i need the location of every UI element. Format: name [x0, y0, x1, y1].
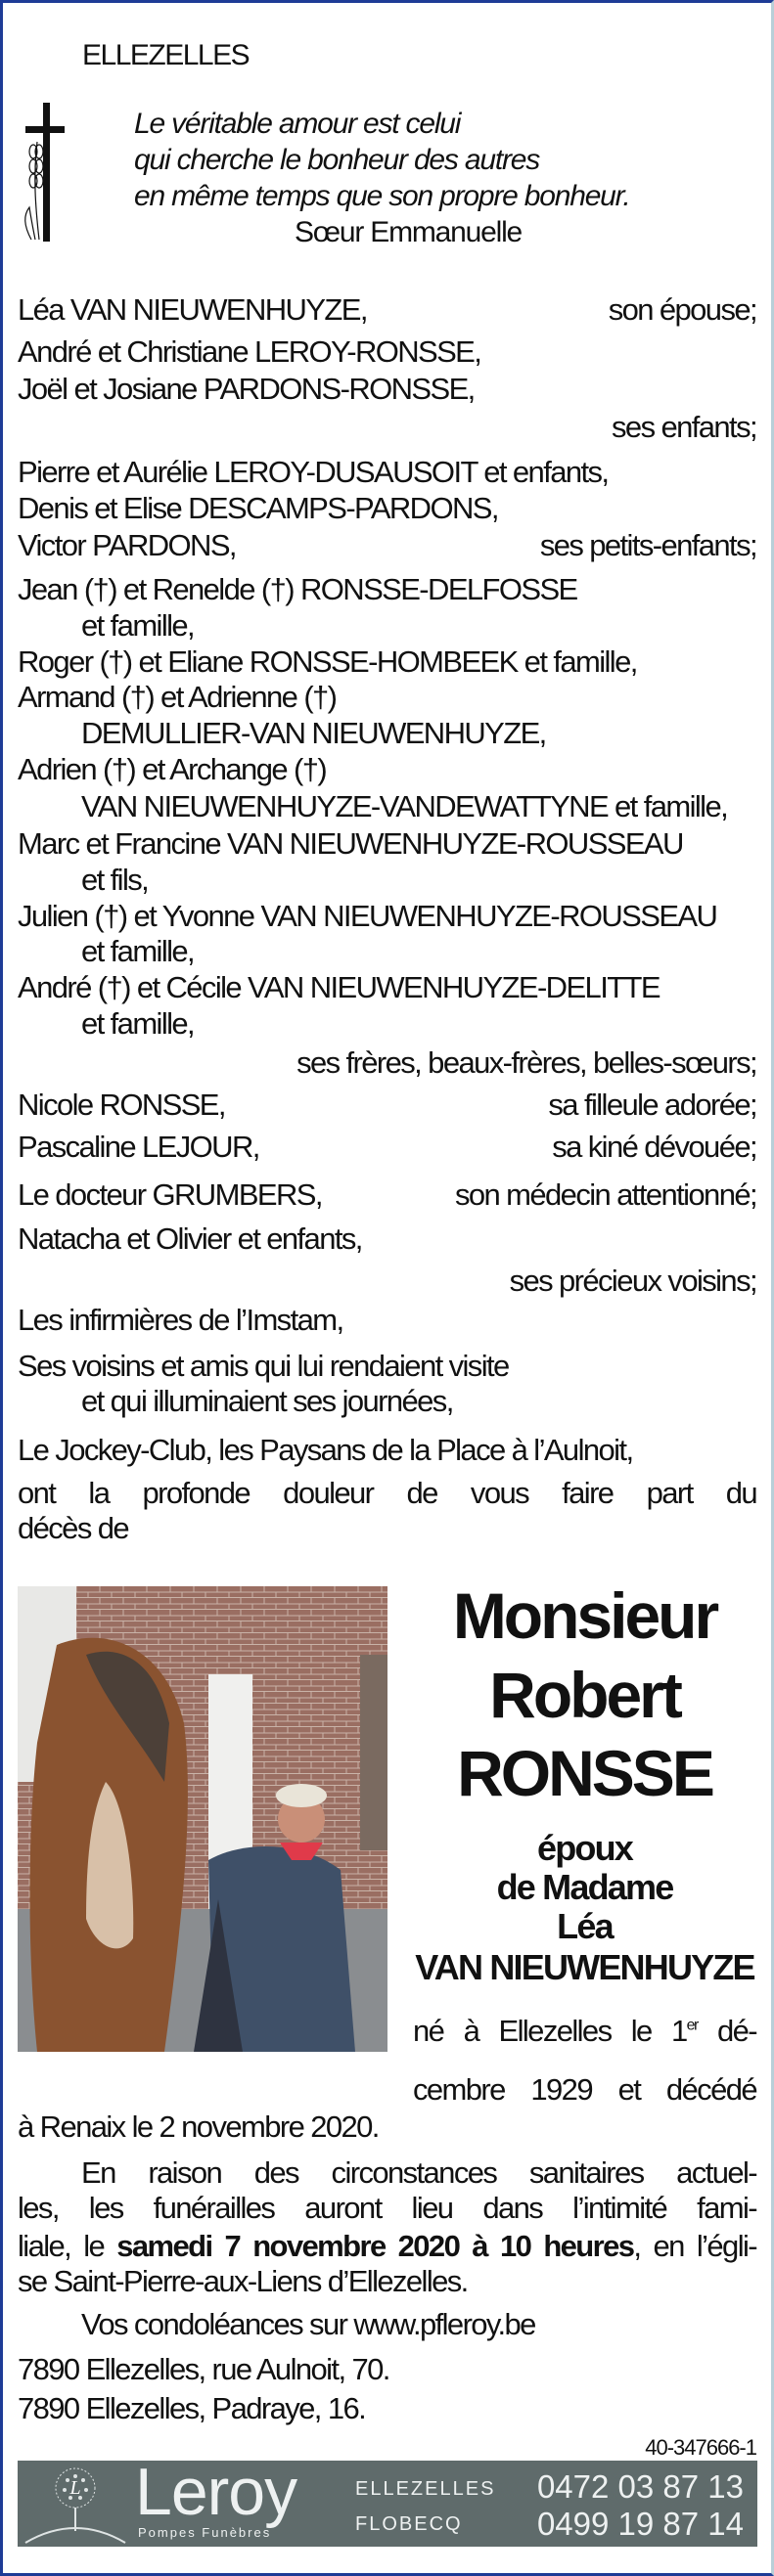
- family-line: et famille,: [81, 934, 195, 968]
- family-relation: son épouse;: [608, 292, 756, 327]
- family-name: Nicole RONSSE,: [18, 1088, 225, 1122]
- family-line: Julien (†) et Yvonne VAN NIEUWENHUYZE-ROUSSEAU: [18, 899, 717, 933]
- family-relation: sa filleule adorée;: [548, 1088, 756, 1122]
- family-relation: ses précieux voisins;: [509, 1264, 756, 1298]
- family-line: Armand (†) et Adrienne (†): [18, 680, 337, 714]
- family-line: [18, 1087, 756, 1124]
- family-line: VAN NIEUWENHUYZE-VANDEWATTYNE et famille,: [81, 789, 728, 823]
- spouse-last-name: VAN NIEUWENHUYZE: [415, 1947, 754, 1987]
- spouse-label: époux: [536, 1828, 632, 1868]
- funeral-line-1: En raison des circonstances sanitaires actuel-: [81, 2155, 756, 2190]
- announcement-line: décès de: [18, 1511, 129, 1545]
- location-city: ELLEZELLES: [355, 2478, 496, 2500]
- family-line: et famille,: [81, 1006, 195, 1041]
- funeral-text-end: , en l’égli-: [633, 2229, 756, 2263]
- birth-text-end: dé-: [697, 2014, 756, 2048]
- family-line: [18, 527, 756, 564]
- cross-wheat-icon: [10, 98, 88, 246]
- birth-ordinal: er: [686, 2017, 698, 2034]
- family-line: Roger (†) et Eliane RONSSE-HOMBEEK et famille,: [18, 644, 637, 679]
- family-line: Les infirmières de l’Imstam,: [18, 1303, 343, 1337]
- birth-text: né à Ellezelles le 1: [413, 2014, 687, 2048]
- reference-number: 40-347666-1: [645, 2435, 756, 2460]
- phone-number[interactable]: 0499 19 87 14: [536, 2506, 744, 2542]
- tree-logo-icon: [22, 2465, 129, 2545]
- family-line: Ses voisins et amis qui lui rendaient visite: [18, 1349, 509, 1383]
- phone-number[interactable]: 0472 03 87 13: [536, 2468, 744, 2505]
- quote-author: Sœur Emmanuelle: [294, 216, 523, 248]
- family-line: [18, 291, 756, 329]
- svg-text:L: L: [69, 2477, 81, 2499]
- family-relation: sa kiné dévouée;: [552, 1130, 756, 1164]
- deceased-last-name: RONSSE: [457, 1737, 712, 1809]
- family-line: et fils,: [81, 863, 149, 897]
- address-2: 7890 Ellezelles, Padraye, 16.: [18, 2391, 366, 2425]
- family-line: [18, 1129, 756, 1166]
- funeral-line-4: se Saint-Pierre-aux-Liens d’Ellezelles.: [18, 2264, 468, 2298]
- family-name: Pascaline LEJOUR,: [18, 1130, 259, 1164]
- location-city: FLOBECQ: [355, 2513, 463, 2535]
- announcement-line: ont la profonde douleur de vous faire part du: [18, 1476, 756, 1510]
- portrait-photo: [18, 1586, 387, 2052]
- family-line: Denis et Elise DESCAMPS-PARDONS,: [18, 491, 498, 525]
- family-line: Joël et Josiane PARDONS-RONSSE,: [18, 372, 475, 406]
- family-line: André et Christiane LEROY-RONSSE,: [18, 334, 481, 369]
- funeral-line-3: [18, 2228, 756, 2265]
- birth-line: [413, 2013, 756, 2050]
- deceased-title: Monsieur: [452, 1579, 717, 1652]
- location-heading: ELLEZELLES: [82, 39, 250, 71]
- family-line: et qui illuminaient ses journées,: [81, 1384, 453, 1418]
- family-line: Natacha et Olivier et enfants,: [18, 1221, 362, 1256]
- brand-name: Leroy: [135, 2455, 297, 2529]
- funeral-text: liale, le: [18, 2229, 117, 2263]
- address-1: 7890 Ellezelles, rue Aulnoit, 70.: [18, 2352, 389, 2386]
- family-line: DEMULLIER-VAN NIEUWENHUYZE,: [81, 716, 546, 750]
- quote-line-3: en même temps que son propre bonheur.: [134, 180, 630, 212]
- funeral-home-banner: [18, 2455, 757, 2547]
- funeral-line-2: les, les funérailles auront lieu dans l’intimité fami-: [18, 2191, 756, 2225]
- family-line: Jean (†) et Renelde (†) RONSSE-DELFOSSE: [18, 572, 577, 606]
- spouse-prefix: de Madame: [496, 1867, 673, 1907]
- quote-line-1: Le véritable amour est celui: [134, 108, 461, 140]
- family-relation: son médecin attentionné;: [454, 1177, 756, 1212]
- family-line: André (†) et Cécile VAN NIEUWENHUYZE-DELITTE: [18, 970, 660, 1004]
- family-line: Le Jockey-Club, les Paysans de la Place à l’Aulnoit,: [18, 1433, 633, 1467]
- deceased-first-name: Robert: [489, 1659, 680, 1731]
- birth-line-2: cembre 1929 et décédé: [413, 2072, 756, 2107]
- family-name: Léa VAN NIEUWENHUYZE,: [18, 292, 367, 327]
- family-relation: ses enfants;: [612, 410, 756, 444]
- condolences-link[interactable]: Vos condoléances sur www.pfleroy.be: [81, 2307, 535, 2341]
- death-line: à Renaix le 2 novembre 2020.: [18, 2110, 379, 2144]
- family-relation: ses petits-enfants;: [539, 528, 756, 562]
- spouse-first-name: Léa: [557, 1906, 613, 1946]
- family-line: Marc et Francine VAN NIEUWENHUYZE-ROUSSEAU: [18, 826, 683, 861]
- funeral-date-time: samedi 7 novembre 2020 à 10 heures: [116, 2229, 634, 2263]
- family-line: Adrien (†) et Archange (†): [18, 752, 327, 786]
- brand-subtitle: Pompes Funèbres: [138, 2525, 272, 2540]
- family-name: Le docteur GRUMBERS,: [18, 1177, 322, 1212]
- quote-line-2: qui cherche le bonheur des autres: [134, 144, 540, 176]
- family-name: Victor PARDONS,: [18, 528, 236, 562]
- family-line: et famille,: [81, 608, 195, 643]
- family-line: Pierre et Aurélie LEROY-DUSAUSOIT et enfants,: [18, 455, 609, 489]
- family-relation: ses frères, beaux-frères, belles-sœurs;: [296, 1045, 756, 1080]
- family-line: [18, 1177, 756, 1214]
